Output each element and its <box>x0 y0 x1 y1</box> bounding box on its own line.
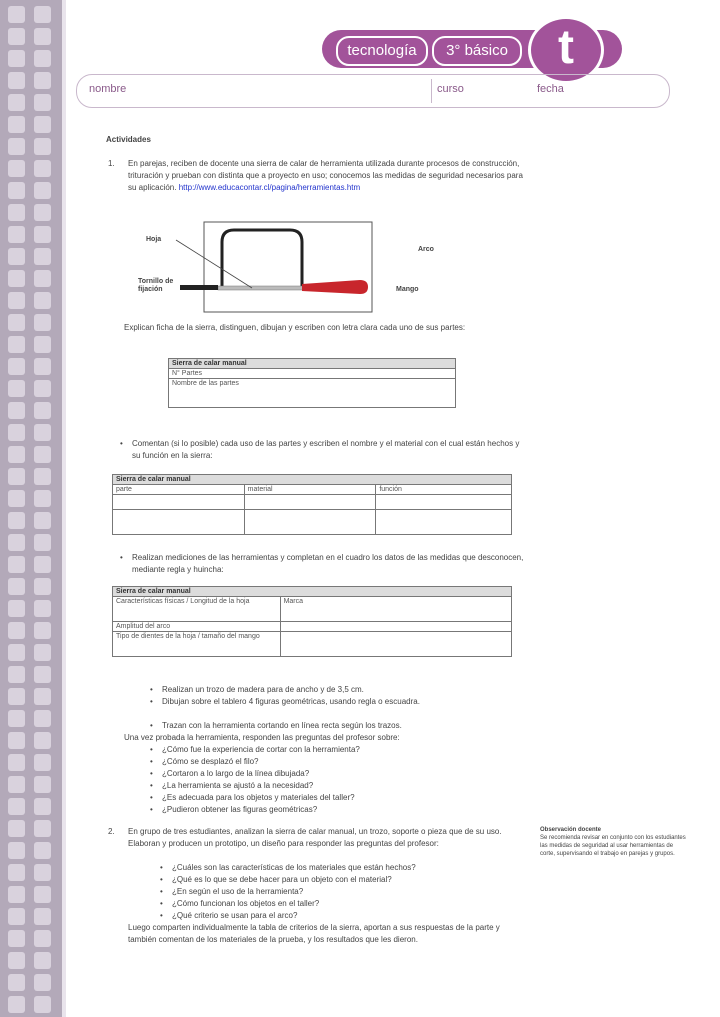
subject-pill: tecnología <box>336 36 428 66</box>
binder-hole <box>8 798 25 815</box>
measurements-row-label: Amplitud del arco <box>113 622 281 632</box>
binder-hole <box>34 600 51 617</box>
binder-hole <box>8 6 25 23</box>
binder-hole <box>8 886 25 903</box>
section-title: Actividades <box>106 135 151 144</box>
binder-hole <box>8 336 25 353</box>
binder-hole <box>34 644 51 661</box>
binder-hole <box>8 314 25 331</box>
saw-diagram <box>130 214 460 314</box>
binder-hole <box>8 534 25 551</box>
binder-hole <box>34 710 51 727</box>
activity-2-question: • ¿Qué criterio se usan para el arco? <box>172 910 522 922</box>
measurements-row-value <box>280 622 511 632</box>
binder-hole <box>8 94 25 111</box>
question-intro: Una vez probada la herramienta, responden las preguntas del profesor sobre: <box>124 733 400 742</box>
binder-hole <box>8 776 25 793</box>
binder-hole <box>34 336 51 353</box>
question-item: • ¿Es adecuada para los objetos y materiales del taller? <box>162 792 522 804</box>
binder-hole <box>34 952 51 969</box>
parts-table-row: Nombre de las partes <box>169 379 456 408</box>
grade-pill: 3° básico <box>432 36 522 66</box>
question-item: • ¿Pudieron obtener las figuras geométricas? <box>162 804 522 816</box>
binder-hole <box>34 204 51 221</box>
name-label: nombre <box>89 83 127 95</box>
measurements-row-value: Marca <box>280 597 511 622</box>
table-cell <box>376 510 512 535</box>
binder-hole <box>34 820 51 837</box>
binder-hole <box>8 50 25 67</box>
binder-hole <box>34 688 51 705</box>
binder-hole <box>34 622 51 639</box>
label-screw <box>138 278 173 294</box>
binder-hole <box>8 732 25 749</box>
binder-hole <box>8 644 25 661</box>
table-cell <box>113 495 245 510</box>
label-arc: Arco <box>418 246 434 253</box>
activity-2-question: • ¿Qué es lo que se debe hacer para un objeto con el material? <box>172 874 522 886</box>
binder-hole <box>34 754 51 771</box>
question-item: • ¿Cómo se desplazó el filo? <box>162 756 522 768</box>
binder-hole <box>34 776 51 793</box>
subject-logo: t <box>528 16 604 84</box>
binder-hole <box>34 270 51 287</box>
measurements-table <box>112 586 512 657</box>
binder-hole <box>8 600 25 617</box>
binder-hole <box>34 468 51 485</box>
question-item: • ¿Cómo fue la experiencia de cortar con la herramienta? <box>162 744 522 756</box>
course-label: curso <box>437 83 464 95</box>
binder-hole <box>8 864 25 881</box>
binder-hole <box>34 248 51 265</box>
binder-hole <box>8 292 25 309</box>
binder-hole <box>34 72 51 89</box>
binder-hole <box>34 182 51 199</box>
binder-hole <box>34 424 51 441</box>
binder-hole <box>8 974 25 991</box>
binder-hole <box>8 930 25 947</box>
parts-table-title: Sierra de calar manual <box>169 359 456 369</box>
binder-hole <box>8 248 25 265</box>
saw-handle <box>302 280 368 294</box>
question-item: • ¿La herramienta se ajustó a la necesidad? <box>162 780 522 792</box>
binder-hole <box>34 886 51 903</box>
binder-hole <box>8 204 25 221</box>
saw-screw <box>180 285 218 290</box>
binder-hole <box>34 842 51 859</box>
materials-header-function: función <box>376 485 512 495</box>
instructions-1: Explican ficha de la sierra, distinguen, dibujan y escriben con letra clara cada uno de sus partes: <box>124 323 466 332</box>
binder-hole <box>34 512 51 529</box>
binder-hole <box>8 270 25 287</box>
question-item: • ¿Cortaron a lo largo de la línea dibujada? <box>162 768 522 780</box>
binder-hole <box>34 314 51 331</box>
label-screw-line1: Tornillo de <box>138 278 174 285</box>
binder-hole <box>8 952 25 969</box>
binder-hole <box>8 138 25 155</box>
binder-hole <box>34 930 51 947</box>
binder-hole <box>34 292 51 309</box>
label-blade: Hoja <box>146 236 162 243</box>
binder-hole <box>8 666 25 683</box>
binder-hole <box>34 28 51 45</box>
binder-hole <box>8 28 25 45</box>
activity-1-intro <box>128 158 528 194</box>
table-cell <box>376 495 512 510</box>
table-cell <box>244 510 376 535</box>
leader-line <box>176 240 252 288</box>
binder-hole <box>34 446 51 463</box>
binder-hole <box>8 820 25 837</box>
binder-hole <box>8 226 25 243</box>
binder-hole <box>34 974 51 991</box>
binder-hole <box>8 160 25 177</box>
binder-hole <box>8 622 25 639</box>
binder-hole <box>8 424 25 441</box>
activity-2-question: • ¿Cuáles son las características de los materiales que están hechos? <box>172 862 522 874</box>
activity-1-link[interactable]: http://www.educacontar.cl/pagina/herramientas.htm <box>178 183 361 192</box>
binder-hole <box>8 182 25 199</box>
binder-hole <box>34 732 51 749</box>
activity-2-question: • ¿Cómo funcionan los objetos en el taller? <box>172 898 522 910</box>
parts-table <box>168 358 456 408</box>
binder-hole <box>8 116 25 133</box>
binder-hole <box>34 534 51 551</box>
materials-table <box>112 474 512 535</box>
binder-hole <box>8 72 25 89</box>
binder-hole <box>34 94 51 111</box>
date-label: fecha <box>537 83 564 95</box>
binder-hole <box>8 908 25 925</box>
teacher-note <box>540 826 688 858</box>
binder-hole <box>8 578 25 595</box>
diagram-frame <box>204 222 372 312</box>
binder-hole <box>8 402 25 419</box>
binder-hole <box>34 864 51 881</box>
binder-hole <box>8 512 25 529</box>
activity-2-number: 2. <box>108 827 115 836</box>
student-info-bar <box>76 74 670 108</box>
binder-hole <box>34 402 51 419</box>
binder-hole <box>34 50 51 67</box>
binder-hole <box>34 6 51 23</box>
binder-hole <box>34 138 51 155</box>
binder-hole <box>34 578 51 595</box>
measurements-row-value <box>280 632 511 657</box>
bullet-1: • Comentan (si lo posible) cada uso de las partes y escriben el nombre y el material con el cual están hechos y su función en la sierra: <box>132 438 524 462</box>
binder-hole <box>34 226 51 243</box>
activity-2-intro: En grupo de tres estudiantes, analizan la sierra de calar manual, un trozo, soporte o pieza que de su uso. Elaboran y producen un prototipo, un diseño para responder las preguntas del profesor: <box>128 827 502 848</box>
materials-header-material: material <box>244 485 376 495</box>
teacher-note-title: Observación docente <box>540 827 602 833</box>
measurements-row-label: Características físicas / Longitud de la hoja <box>113 597 281 622</box>
binder-hole <box>34 996 51 1013</box>
label-screw-line2: fijación <box>138 286 163 293</box>
table-cell <box>113 510 245 535</box>
binder-hole <box>8 996 25 1013</box>
parts-table-row: N° Partes <box>169 369 456 379</box>
activity-2-question: • ¿En según el uso de la herramienta? <box>172 886 522 898</box>
measurements-table-title: Sierra de calar manual <box>113 587 512 597</box>
binder-hole <box>8 754 25 771</box>
measurements-row-label: Tipo de dientes de la hoja / tamaño del mango <box>113 632 281 657</box>
binder-hole <box>8 468 25 485</box>
saw-blade <box>218 286 310 290</box>
procedure-step: • Dibujan sobre el tablero 4 figuras geométricas, usando regla o escuadra. <box>162 696 522 708</box>
binder-hole <box>34 160 51 177</box>
table-cell <box>244 495 376 510</box>
binder-hole <box>34 798 51 815</box>
binder-hole <box>34 556 51 573</box>
materials-header-part: parte <box>113 485 245 495</box>
activity-1-number: 1. <box>108 159 115 168</box>
binder-hole <box>8 358 25 375</box>
binder-hole <box>8 446 25 463</box>
binder-hole <box>8 380 25 397</box>
binder-hole <box>34 380 51 397</box>
binder-hole <box>8 688 25 705</box>
binder-strip <box>0 0 62 1017</box>
materials-table-title: Sierra de calar manual <box>113 475 512 485</box>
binder-hole <box>8 842 25 859</box>
activity-1-text: En parejas, reciben de docente una sierra de calar de herramienta utilizada durante procesos de construcción, trituración y prueban con distinta que a proyecto en uso; conocemos las medidas de seguridad necesarios para su aplicación. <box>128 159 523 192</box>
label-handle: Mango <box>396 286 419 293</box>
binder-hole <box>34 490 51 507</box>
binder-hole <box>34 116 51 133</box>
divider <box>431 79 432 103</box>
binder-hole <box>34 666 51 683</box>
saw-arc <box>222 230 302 288</box>
procedure-step: • Realizan un trozo de madera para de ancho y de 3,5 cm. <box>162 684 522 696</box>
binder-hole <box>34 358 51 375</box>
binder-hole <box>8 490 25 507</box>
binder-hole <box>8 710 25 727</box>
teacher-note-text: Se recomienda revisar en conjunto con los estudiantes las medidas de seguridad al usar herramientas de corte, supervisando el trabajo en parejas y grupos. <box>540 835 686 857</box>
page-edge <box>62 0 66 1017</box>
binder-hole <box>8 556 25 573</box>
activity-2-closing: Luego comparten individualmente la tabla de criterios de la sierra, aportan a sus respuestas de la parte y también comentan de los materiales de la prueba, y los resultados que les dieron. <box>128 923 500 944</box>
bullet-2: • Realizan mediciones de las herramientas y completan en el cuadro los datos de las medidas que desconocen, mediante regla y huincha: <box>132 552 524 576</box>
binder-hole <box>34 908 51 925</box>
procedure-step: • Trazan con la herramienta cortando en línea recta según los trazos. <box>162 720 522 732</box>
